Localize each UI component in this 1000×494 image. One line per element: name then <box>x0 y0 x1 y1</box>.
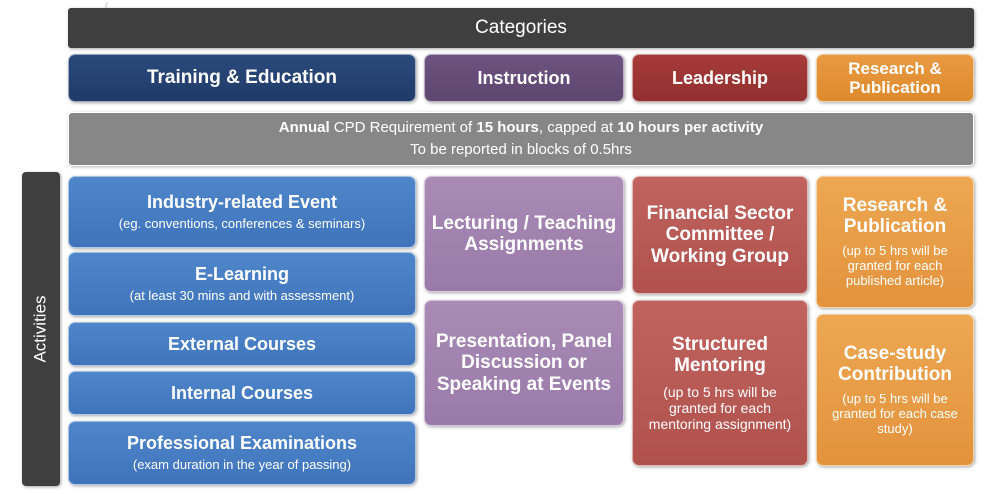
categories-header-bar <box>68 8 974 48</box>
requirement-text-1: CPD Requirement of <box>329 119 477 137</box>
activity-title: External Courses <box>167 333 317 354</box>
cpd-requirement-bar <box>68 112 974 166</box>
category-label: Training & Education <box>146 67 337 89</box>
category-header-training-education <box>68 54 416 102</box>
activity-subtitle: (up to 5 hrs will be granted for each published article) <box>842 243 948 289</box>
activity-title: Lecturing / Teaching Assignments <box>431 212 617 255</box>
activity-e-learning <box>68 252 416 316</box>
activity-title: Professional Examinations <box>126 433 358 454</box>
activity-subtitle: (exam duration in the year of passing) <box>132 456 352 472</box>
activity-title: Presentation, Panel Discussion or Speaking at Events <box>435 331 613 395</box>
activity-professional-examinations <box>68 421 416 485</box>
category-label: Leadership <box>671 67 769 88</box>
activity-presentation-panel-discussion <box>424 300 624 426</box>
activity-title: Structured Mentoring <box>671 334 769 377</box>
requirement-line-1 <box>279 117 763 139</box>
activity-subtitle: (up to 5 hrs will be granted for each mentoring assignment) <box>648 383 792 432</box>
activities-axis-label <box>22 172 60 486</box>
requirement-line-2: To be reported in blocks of 0.5hrs <box>410 141 632 158</box>
activity-title: Financial Sector Committee / Working Group <box>646 203 794 267</box>
categories-header-label: Categories <box>475 17 567 38</box>
category-header-leadership <box>632 54 808 102</box>
category-header-research-publication <box>816 54 974 102</box>
activity-external-courses <box>68 322 416 366</box>
activity-structured-mentoring <box>632 300 808 466</box>
requirement-annual: Annual <box>278 119 330 137</box>
activity-research-publication <box>816 176 974 308</box>
activity-lecturing-teaching-assignments <box>424 176 624 292</box>
activity-title: Research & Publication <box>842 194 948 238</box>
activity-case-study-contribution <box>816 314 974 466</box>
category-label: Research & Publication <box>848 58 942 97</box>
activity-financial-sector-committee <box>632 176 808 294</box>
activity-subtitle: (at least 30 mins and with assessment) <box>129 287 355 303</box>
requirement-hours: 15 hours <box>476 119 539 137</box>
activity-industry-related-event <box>68 176 416 248</box>
activities-axis-text: Activities <box>31 295 51 363</box>
requirement-cap: 10 hours per activity <box>617 119 764 137</box>
requirement-text-2: , capped at <box>538 119 618 137</box>
category-label: Instruction <box>477 67 571 88</box>
activity-subtitle: (eg. conventions, conferences & seminars) <box>118 215 366 231</box>
activity-subtitle: (up to 5 hrs will be granted for each case study) <box>832 391 958 437</box>
category-header-instruction <box>424 54 624 102</box>
activity-title: Industry-related Event <box>146 192 338 213</box>
activity-title: Internal Courses <box>170 382 314 403</box>
activity-title: E-Learning <box>194 264 289 285</box>
activity-internal-courses <box>68 371 416 415</box>
activity-title: Case-study Contribution <box>838 342 952 386</box>
